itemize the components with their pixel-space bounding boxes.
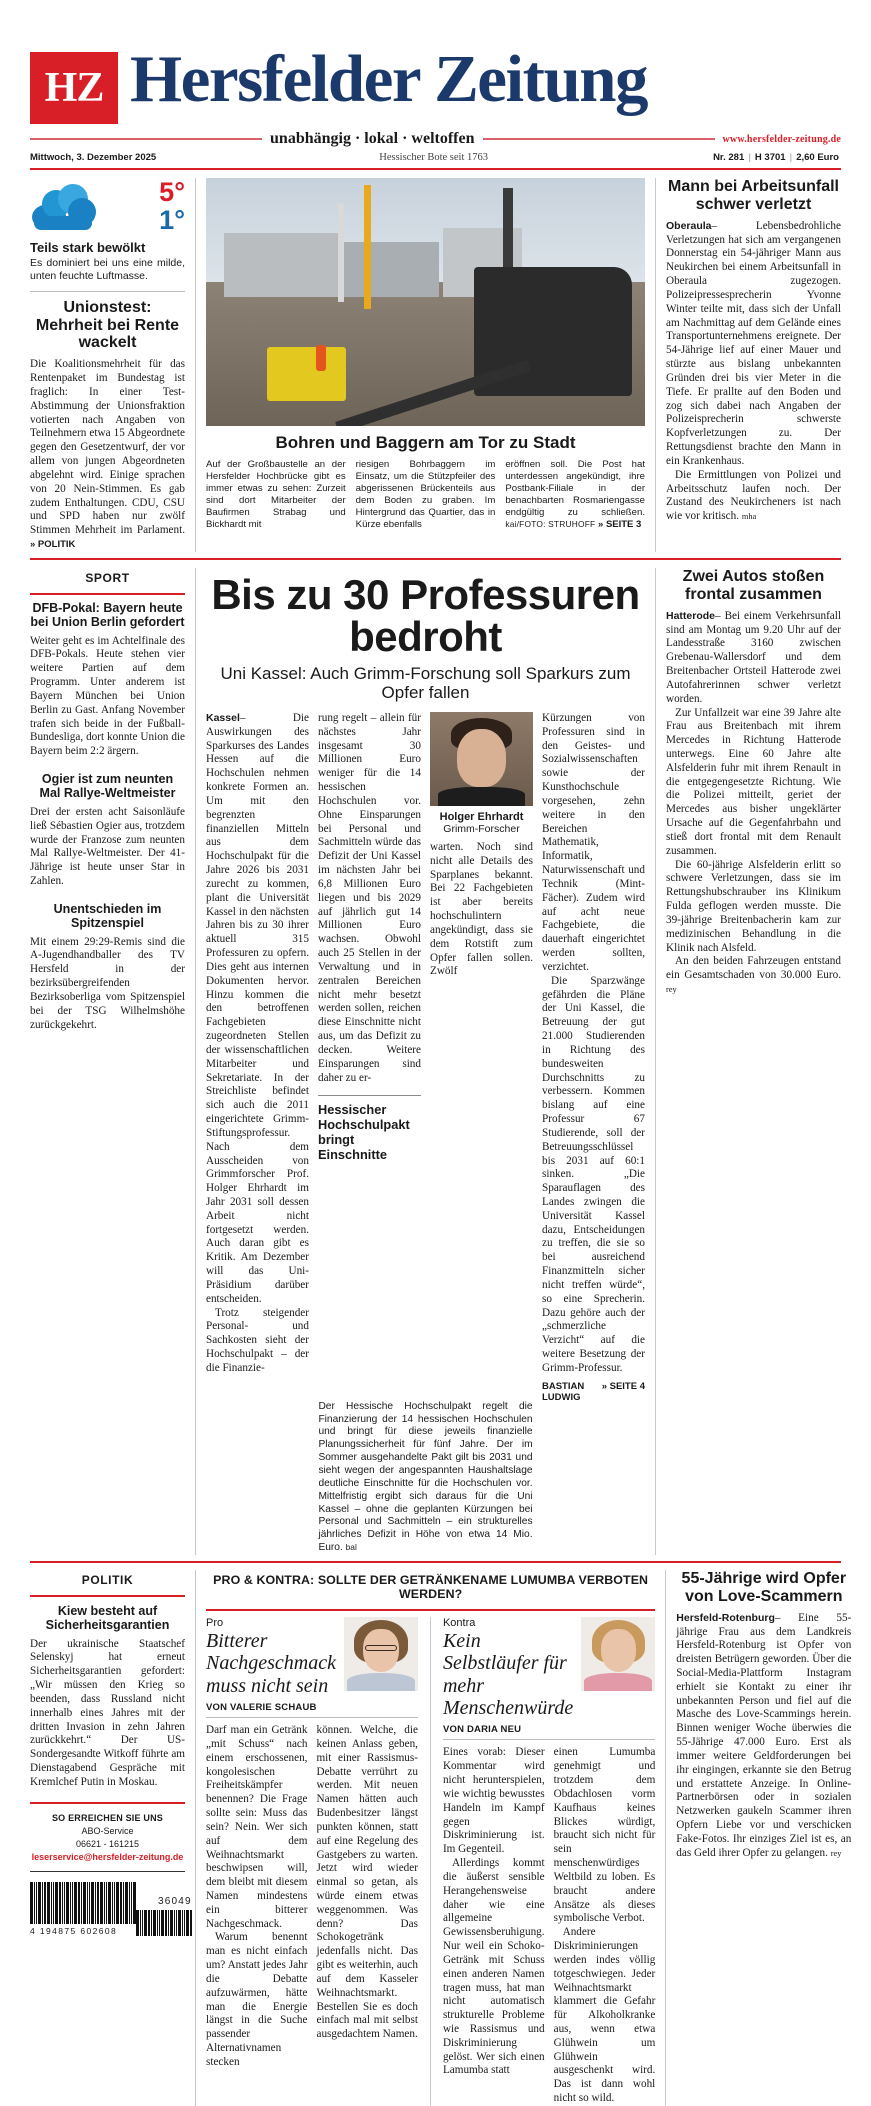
vertical-divider-4 bbox=[655, 568, 656, 1555]
infobox-credit: bal bbox=[345, 1542, 357, 1553]
photo-story-title[interactable]: Bohren und Baggern am Tor zu Stadt bbox=[275, 433, 576, 452]
politik-column bbox=[30, 1570, 192, 2106]
pro-col-2: können. Welche, die keinen Anlass geben, mit einer Rassismus-Debatte verrührt zu werden. Mit neuen Namen hätten auch Budenbesitzer längst punkten können, statt auf eine Regelung des Gastgebers zu warten. Jetzt wird wieder einmal so getan, als würde einem etwas weggenommen. Was denn? Das Schokogetränk jedenfalls nicht. Das gibt es weiterhin, auch auf dem Kasseler Weihnachtsmarkt. Bestellen Sie es doch einfach mal mit selbst ausgedachtem Namen. bbox=[316, 1724, 418, 2041]
pro-title[interactable]: Bitterer Nachgeschmack muss nicht sein bbox=[206, 1629, 336, 1697]
issue-price: 2,60 Euro bbox=[796, 152, 839, 163]
photo-caption-col-1: Auf der Großbaustelle an der Hersfelder Hochbrücke gibt es immer etwas zu sehen: Zurzeit sind dort Mitarbeiter der Baufirmen Strabag und Bickhardt mit bbox=[206, 459, 346, 531]
ean-number: 4 194875 602608 bbox=[30, 1925, 118, 1936]
lead-story-dateline: Kassel bbox=[206, 712, 240, 724]
masthead bbox=[30, 18, 841, 124]
top-left-column bbox=[30, 178, 185, 552]
sport-item-2-headline[interactable]: Unentschieden im Spitzenspiel bbox=[53, 901, 162, 931]
top-right-column bbox=[666, 178, 841, 552]
kontra-column bbox=[443, 1617, 655, 2106]
slogan-text: unabhängig · lokal · weltoffen bbox=[270, 130, 475, 147]
vertical-divider-1 bbox=[195, 178, 196, 552]
pro-column bbox=[206, 1617, 418, 2106]
pro-author: VON VALERIE SCHAUB bbox=[206, 1702, 317, 1714]
infobox-top-rule bbox=[318, 1095, 421, 1096]
lovescam-column bbox=[676, 1570, 851, 2106]
vertical-divider-5 bbox=[195, 1570, 196, 2106]
main-photo bbox=[206, 178, 645, 426]
weather-desc: Es dominiert bei uns eine milde, unten feuchte Luftmasse. bbox=[30, 257, 185, 282]
holger-ehrhardt-portrait bbox=[430, 712, 533, 806]
bottom-block bbox=[30, 1569, 852, 2106]
cloud-icon bbox=[30, 178, 108, 236]
lead-story-columns bbox=[206, 712, 645, 1403]
mid-block-bottom-rule bbox=[30, 1561, 841, 1563]
arbeitsunfall-dateline: Oberaula bbox=[666, 219, 712, 232]
issue-meta: Nr. 281 | H 3701 | 2,60 Euro bbox=[713, 152, 839, 163]
top-block bbox=[30, 178, 841, 552]
issue-date: Mittwoch, 3. Dezember 2025 bbox=[30, 152, 157, 163]
autos-dateline: Hatterode bbox=[666, 609, 716, 622]
pro-divider bbox=[206, 1717, 418, 1718]
issue-info-row bbox=[30, 152, 841, 163]
contact-bottom-rule bbox=[30, 1871, 185, 1872]
lovescam-credit: rey bbox=[830, 1848, 842, 1858]
ean-barcode bbox=[30, 1882, 136, 1924]
contact-line-1: ABO-Service bbox=[81, 1825, 134, 1836]
hz-logo bbox=[30, 52, 118, 124]
paper-title: Hersfelder Zeitung bbox=[130, 42, 647, 116]
sport-item-1-headline[interactable]: Ogier ist zum neunten Mal Rallye-Weltmeister bbox=[39, 772, 176, 801]
kontra-divider bbox=[443, 1739, 655, 1740]
contact-email[interactable]: leserservice@hersfelder-zeitung.de bbox=[31, 1851, 184, 1862]
weather-widget[interactable] bbox=[30, 178, 185, 236]
photo-caption bbox=[206, 459, 645, 531]
politik-band-rule bbox=[30, 1595, 185, 1597]
pro-kontra-columns bbox=[206, 1617, 655, 2106]
politik-band: POLITIK bbox=[81, 1572, 134, 1587]
slogan-row bbox=[30, 130, 841, 148]
website-url[interactable]: www.hersfelder-zeitung.de bbox=[722, 133, 842, 145]
vertical-divider-3 bbox=[195, 568, 196, 1555]
kontra-col-1b: Allerdings kommt die äußerst sensible Herangehensweise daher wie eine allgemeine Gewissensberuhigung. Nur weil ein Schoko-Getränk mit Schuss einen anderen Namen tragen muss, hat man nicht automatisch strukturelle Probleme wie Rassismus und Diskriminierung gelöst. Wer sich einen Lamumba statt bbox=[442, 1857, 545, 2077]
infobox bbox=[206, 1401, 645, 1555]
temp-high: 5° bbox=[159, 177, 185, 207]
politik-headline[interactable]: Kiew besteht auf Sicherheitsgarantien bbox=[45, 1603, 170, 1633]
pro-author-photo bbox=[344, 1617, 418, 1691]
contact-top-rule bbox=[30, 1802, 185, 1804]
sport-band-rule bbox=[30, 593, 185, 595]
kontra-col-2b: Andere Diskriminierungen werden indes völlig totgeschwiegen. Jeder Weihnachtsmarkt klammert die Gefahr für Alkoholkranke aus, wenn etwa Glühwein um Glühwein ausgeschenkt wird. Das ist dann wohl nicht so wild. bbox=[553, 1926, 656, 2105]
infobox-headline: Hessischer Hochschulpakt bringt Einschnitte bbox=[318, 1102, 410, 1163]
lead-story-col-1: Kassel– Die Auswirkungen des Sparkurses des Landes Hessen auf die Hochschulen nehmen konkrete Formen an. Um mit den begrenzten finanziellen Mitteln aus dem Hochschulpakt für die Jahre 2026 bis 2031 zurecht zu kommen, plant die Universität Kassel in den nächsten Jahren bis zu 30 ihrer aktuell 315 Professuren zu opfern. Dies geht aus internen Dokumenten hervor. Hinzu kommen die den betroffenen Fachgebieten zugeordneten Stellen der wissenschaftlichen Mitarbeiter und Sekretariate. In der Streichliste befindet sich auch die 2011 eingerichtete Grimm-Stiftungsprofessur. Nach dem Ausscheiden von Grimmforscher Prof. Holger Ehrhardt im Jahr 2031 soll dessen Arbeit nicht fortgesetzt werden. Auch daran gibt es Kritik. Am Dezember will das Uni-Präsidium darüber entscheiden. Trotz steigender Personal- und Sachkosten sieht der Hochschulpakt – der die Finanzie- bbox=[206, 712, 309, 1374]
union-story-ref[interactable]: » POLITIK bbox=[30, 539, 76, 551]
arbeitsunfall-credit: mha bbox=[741, 512, 757, 522]
pro-kontra-band: PRO & KONTRA: SOLLTE DER GETRÄNKENAME LUMUMBA VERBOTEN WERDEN? bbox=[213, 1572, 649, 1601]
lead-story-col-3: Holger Ehrhardt Grimm-Forscher warten. Noch sind nicht alle Details des Sparplanes bekannt. Bei 22 Fachgebieten ist aber bereits hochschulintern angekündigt, dass sie dem Rotstift zum Opfer fallen sollen. Zwölf bbox=[430, 712, 533, 1403]
vertical-divider-7 bbox=[665, 1570, 666, 2106]
sport-item-2-body: Mit einem 29:29-Remis sind die A-Jugendhandballer des TV Hersfeld in der bezirksübergreifenden Bezirksoberliga vom Spitzenspiel bei der TSG Wilhelmshöhe zurückgekehrt. bbox=[30, 935, 185, 1031]
lead-story-col-2: rung regelt – allein für nächstes Jahr insgesamt 30 Millionen Euro weniger für die 14 hessischen Hochschulen vor. Ohne Einsparungen bei Personal und Sachmitteln würde das Defizit der Uni Kassel im nächsten Jahr bei 6,8 Millionen Euro liegen und bis 2029 auf jährlich gut 14 Millionen Euro wachsen. Obwohl auch 25 Stellen in der Verwaltung und in zentralen Bereichen nicht mehr besetzt werden sollen, reichen diese Einschnitte nicht aus, um das Defizit zu decken. Weitere Einsparungen sind daher zu er- Hessischer Hochschulpakt bringt Einschnitte bbox=[318, 712, 421, 1163]
sport-column bbox=[30, 568, 185, 1555]
issue-number: Nr. 281 bbox=[713, 152, 745, 163]
vertical-divider-2 bbox=[655, 178, 656, 552]
politik-body: Der ukrainische Staatschef Selenskyj hat erneut Sicherheitsgarantien gefordert: „Wir müssen den Krieg so beenden, dass Russland nicht innerhalb eines Jahres mit der dritten Invasion in zehn Jahren zurückkehrt.“ Der US-Sondergesandte Witkoff führte am Dienstagabend Gespräche mit Kremlchef Putin in Moskau. bbox=[30, 1637, 185, 1788]
autos-column bbox=[666, 568, 841, 1555]
kontra-col-2: einen Lumumba genehmigt und trotzdem dem Obdachlosen vorm Kaufhaus keines Blickes würdigt, braucht sich nicht für sein menschenwürdiges Weltbild zu loben. Es braucht andere Ansätze als dieses symbolische Verbot. bbox=[553, 1746, 656, 1925]
portrait-name: Holger Ehrhardt bbox=[439, 811, 524, 823]
portrait-role: Grimm-Forscher bbox=[443, 823, 520, 835]
kontra-col-1: Eines vorab: Dieser Kommentar wird nicht herunterspielen, wie wichtig bewusstes Handeln im Kampf gegen Diskriminierung ist. Im Gegenteil. bbox=[442, 1746, 545, 1856]
kontra-title[interactable]: Kein Selbstläufer für mehr Menschenwürde bbox=[442, 1629, 574, 1720]
kontra-label: Kontra bbox=[442, 1616, 476, 1629]
sport-item-0-headline[interactable]: DFB-Pokal: Bayern heute bei Union Berlin gefordert bbox=[30, 600, 185, 630]
arbeitsunfall-headline[interactable]: Mann bei Arbeitsunfall schwer verletzt bbox=[668, 178, 839, 213]
pro-label: Pro bbox=[206, 1616, 224, 1629]
pro-kontra-section bbox=[206, 1570, 655, 2106]
contact-title: SO ERREICHEN SIE UNS bbox=[51, 1812, 164, 1823]
pro-col-1b: Warum benennt man es nicht einfach um? Anstatt jedes Jahr die Debatte aufzuwärmen, hätte man die Energie längst in die Suche passender Alternativnamen stecken bbox=[206, 1931, 308, 2068]
paper-tagline: Hessischer Bote seit 1763 bbox=[379, 152, 489, 163]
kontra-body bbox=[443, 1746, 655, 2106]
lead-story bbox=[206, 568, 645, 1555]
autos-headline[interactable]: Zwei Autos stoßen frontal zusammen bbox=[682, 567, 825, 603]
photo-caption-col-2: riesigen Bohrbaggern im Einsatz, um die Stützpfeiler des abgerissenen Brückenteils aus dem Boden zu graben. Im Hintergrund das Quartier, das in Kürze ebenfalls bbox=[355, 459, 496, 531]
slogan-rule-left bbox=[30, 138, 262, 140]
sport-item-0-body: Weiter geht es im Achtelfinale des DFB-Pokals. Heute stehen vier weitere Partien auf dem Programm. Unter anderem ist Bayern München bei Union Berlin zu Gast. Anfang November trafen sich beide in der Fußball-Bundesliga, dort konnte Union die Bayern beim 2:2 ärgern. bbox=[30, 634, 185, 758]
autos-credit: rey bbox=[666, 985, 677, 995]
union-story-body: Die Koalitionsmehrheit für das Rentenpaket im Bundestag ist fraglich: In einer Test-Abstimmung der Unionsfraktion votierten nach Angaben von Teilnehmern etwa 15 Abgeordnete gegen den Gesetzentwurf, der vor allem von jungen Abgeordneten abgelehnt wird. Einige sprachen von 20 Nein-Stimmen. Es gab zudem Enthaltungen. CDU, CSU und SPD haben nur zwölf Stimmen Mehrheit im Parlament. » POLITIK bbox=[30, 358, 185, 551]
temperature-block bbox=[159, 178, 185, 235]
lovescam-headline[interactable]: 55-Jährige wird Opfer von Love-Scammern bbox=[681, 1569, 847, 1605]
lovescam-dateline: Hersfeld-Rotenburg bbox=[676, 1611, 775, 1624]
lead-story-subhead: Uni Kassel: Auch Grimm-Forschung soll Sparkurs zum Opfer fallen bbox=[220, 663, 631, 703]
issue-code: H 3701 bbox=[754, 152, 786, 163]
contact-phone[interactable]: 06621 - 161215 bbox=[75, 1838, 140, 1849]
barcode-number: 36049 bbox=[158, 1895, 192, 1907]
sport-item-1-body: Drei der ersten acht Saisonläufe ließ Sébastien Ogier aus, trotzdem wurde der Franzose zum neunten Mal Rallye-Weltmeister. Der 41-Jährige ist heute unser Star in Zahlen. bbox=[30, 805, 185, 887]
kontra-author-photo bbox=[581, 1617, 655, 1691]
pro-kontra-band-rule bbox=[206, 1609, 655, 1611]
contact-block bbox=[30, 1812, 185, 1864]
supplement-barcode bbox=[136, 1910, 192, 1936]
kontra-author: VON DARIA NEU bbox=[442, 1724, 522, 1736]
lead-story-author: BASTIAN LUDWIG bbox=[542, 1380, 585, 1403]
vertical-divider-6 bbox=[430, 1617, 431, 2106]
infobox-body: Der Hessische Hochschulpakt regelt die Finanzierung der 14 hessischen Hochschulen und bringt für diese jeweils finanzielle Planungssicherheit für fünf Jahre. Der im Sommer ausgehandelte Pakt gilt bis 2031 und sieht wegen der angespannten Haushaltslage deutliche Einschnitte für die Hochschulen vor. Mittelfristig ergibt sich daraus für die Uni Kassel – ohne die geplanten Kürzungen bei Personal und Sachmitteln – ein strukturelles jährliches Defizit in Höhe von etwa 14 Mio. Euro. bal bbox=[318, 1400, 533, 1554]
lovescam-body: Hersfeld-Rotenburg– Eine 55-jährige Frau aus dem Landkreis Hersfeld-Rotenburg ist Opfer von dreisten Betrügern geworden. Über die Social-Media-Plattform Instagram erhielt sie Kontakt zu einer ihr unbekannten Person und fiel auf die Masche des Love-Scammings herein. Binnen weniger Woche überwies die 55-Jährige 47.000 Euro. Erst als immer weitere Geldforderungen bei ihr eingingen, erkannte sie den Betrug und erstattete Anzeige. In Online-Partnerbörsen oder in sozialen Netzwerken gaukeln Scammer ihren Opfern Liebe vor und verschicken Fake-Fotos. Ihr einziges Ziel ist es, an das Geld ihrer Opfer zu gelangen. rey bbox=[676, 1611, 852, 1859]
weather-title: Teils stark bewölkt bbox=[30, 240, 146, 255]
arbeitsunfall-body: Oberaula– Lebensbedrohliche Verletzungen hat sich am vergangenen Donnerstag ein 54-jähriger Mann aus Neukirchen bei einem Arbeitsunfall in Oberaula zugezogen. Polizeipressesprecherin Yvonne Winter teilte mit, dass sich der Unfall am Nachmittag auf dem Gelände eines Transportunternehmens ereignete. Der 54-Jährige lief auf einer Mauer und stürzte aus bislang unbekannten Gründen drei bis vier Meter in die Tiefe. Er prallte auf den Boden und zog sich dabei nach Angaben der Polizeisprecherin schwerste Kopfverletzungen zu. Der Rettungsdienst brachte den Mann in ein Krankenhaus. Die Ermittlungen von Polizei und Arbeitsschutz laufen noch. Der Zustand des Neukircheners ist nach wie vor kritisch. mha bbox=[666, 219, 841, 523]
hz-logo-text: HZ bbox=[44, 65, 104, 111]
slogan-rule-right bbox=[483, 138, 715, 140]
photo-story-ref[interactable]: » SEITE 3 bbox=[598, 519, 642, 531]
masthead-bottom-rule bbox=[30, 168, 841, 170]
union-story-headline[interactable]: Unionstest: Mehrheit bei Rente wackelt bbox=[35, 298, 180, 352]
lead-story-headline[interactable]: Bis zu 30 Professuren bedroht bbox=[211, 570, 640, 660]
autos-body: Hatterode– Bei einem Verkehrsunfall sind am Montag um 9.20 Uhr auf der Landesstraße 3160 zwischen Grebenau-Wallersdorf und dem Breitenbacher Ortsteil Hatterode zwei Autofahrerinnen schwer verletzt worden. Zur Unfallzeit war eine 39 Jahre alte Frau aus Breitenbach mit ihrem Mercedes in Richtung Hatterode unterwegs. Eine 60 Jahre alte Alsfelderin fuhr mit ihrem Renault in die entgegengesetzte Richtung. Wie die Polizei mitteilt, geriet der Mercedes aus bisher ungeklärter Ursache auf die Gegenfahrbahn und stieß dort frontal mit dem Renault zusammen. Die 60-jährige Alsfelderin erlitt so schwere Verletzungen, dass sie im Rettungshubschrauber ins Klinikum Fulda geflogen werden musste. Die 39-jährige Breitenbacherin kam zur medizinischen Behandlung in die Klinik nach Alsfeld. An den beiden Fahrzeugen entstand ein Gesamtschaden von 30.000 Euro. rey bbox=[666, 609, 841, 995]
sport-band: SPORT bbox=[85, 570, 130, 585]
pro-body bbox=[206, 1724, 418, 2070]
mid-block bbox=[30, 568, 841, 1555]
barcode-area bbox=[30, 1882, 192, 1936]
temp-low: 1° bbox=[159, 205, 185, 236]
lead-story-col-4: Kürzungen von Professuren sind in den Geistes- und Sozialwissenschaften sowie der Kunsthochschule vorgesehen, zehn weitere in den Bereichen Mathematik, Informatik, Naturwissenschaft und Technik (Mint-Fächer). Zudem wird auf acht neue Fachgebiete, die dauerhaft eingerichtet werden sollten, verzichtet. Die Sparzwänge gefährden die Pläne der Uni Kassel, die Betreuung der gut 21.000 Studierenden in Richtung des bundesweiten Durchschnitts zu verbessern. Kommen bislang auf eine Professur 67 Studierende, soll der Betreuungsschlüssel bis 2031 auf 60:1 sinken. „Die Sparauflagen des Landes zwingen die Universität Kassel dazu, Entscheidungen zu treffen, die sie so bei ausreichend Finanzmitteln sicher nicht treffen würde“, so eine Sprecherin. Dazu gehöre auch der „schmerzliche Verzicht“ auf die weitere Besetzung der Grimm-Professur. BASTIAN LUDWIG » SEITE 4 bbox=[542, 712, 645, 1403]
pro-col-1: Darf man ein Getränk „mit Schuss“ nach einem erschossenen, kongolesischen Freiheitskämpfer benennen? Die Frage sollte sein: Muss das sein? Nein. Wer sich auf dem Weihnachtsmarkt beschwipsen will, dem bleibt mit diesem Namen mindestens ein bitterer Nachgeschmack. bbox=[206, 1724, 308, 1930]
top-block-bottom-rule bbox=[30, 558, 841, 560]
photo-caption-col-3: eröffnen soll. Die Post hat unterdessen angekündigt, ihre Postbank-Filiale in der benachbarten Rosmariengasse endgültig zu schließen. kai/FOTO: STRUHOFF » SEITE 3 bbox=[505, 459, 646, 531]
lead-story-ref[interactable]: » SEITE 4 bbox=[601, 1380, 645, 1392]
top-middle-column bbox=[206, 178, 645, 552]
photo-credit: kai/FOTO: STRUHOFF bbox=[505, 519, 596, 530]
divider-1 bbox=[30, 291, 185, 292]
